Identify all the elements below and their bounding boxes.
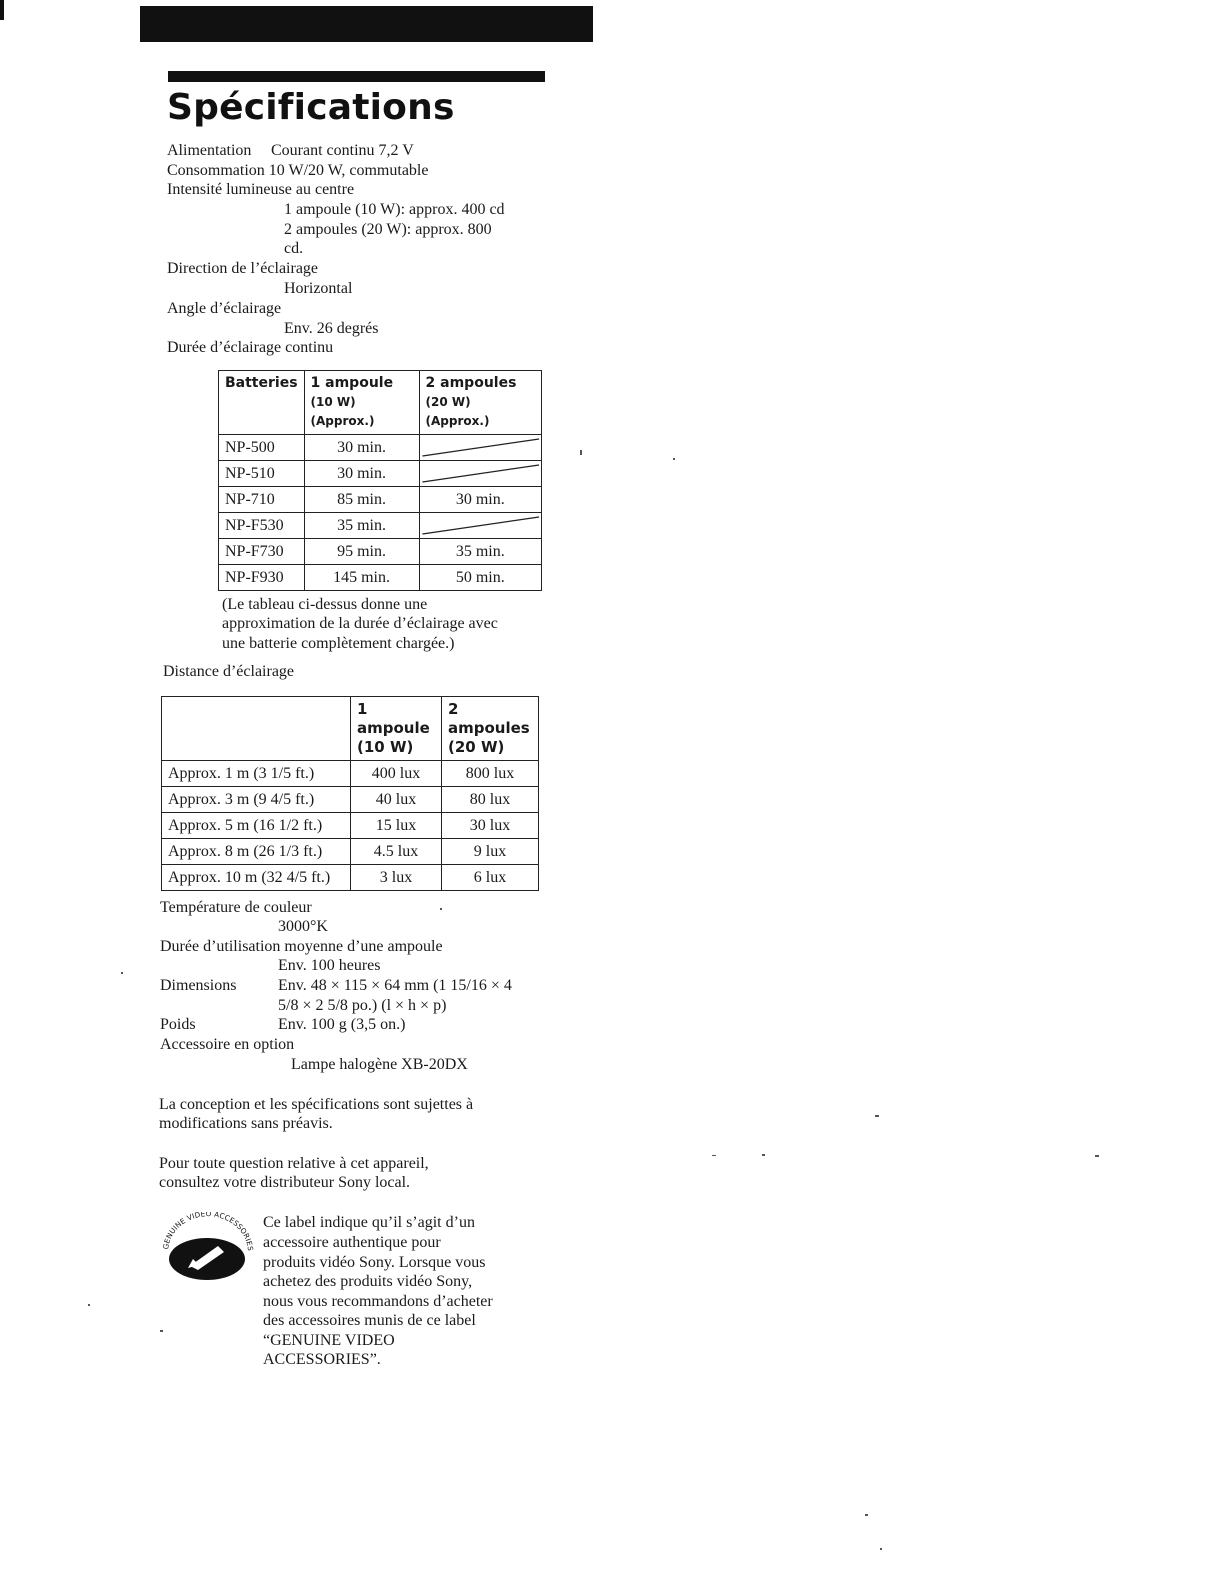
intensite-label: Intensité lumineuse au centre bbox=[167, 181, 355, 198]
battery-table bbox=[218, 370, 542, 591]
header-batteries: Batteries bbox=[219, 371, 305, 435]
header-one-bulb-line1: 1 ampoule bbox=[310, 375, 394, 391]
duree-utilisation-label: Durée d’utilisation moyenne d’une ampoule bbox=[160, 938, 443, 955]
distance-value: Approx. 1 m (3 1/5 ft.) bbox=[162, 761, 351, 787]
scan-speck bbox=[865, 1514, 868, 1516]
distance-value: Approx. 5 m (16 1/2 ft.) bbox=[162, 813, 351, 839]
header-two-bulbs bbox=[442, 697, 539, 761]
header-two-bulbs bbox=[419, 371, 541, 435]
table-row bbox=[219, 539, 542, 565]
one-bulb-duration: 95 min. bbox=[304, 539, 419, 565]
one-bulb-lux: 3 lux bbox=[351, 865, 442, 891]
title-rule bbox=[168, 71, 545, 82]
two-bulbs-lux: 80 lux bbox=[442, 787, 539, 813]
question-line2: consultez votre distributeur Sony local. bbox=[159, 1174, 411, 1191]
one-bulb-duration: 30 min. bbox=[304, 435, 419, 461]
table-row bbox=[162, 865, 539, 891]
duree-label: Durée d’éclairage continu bbox=[167, 339, 334, 356]
two-bulbs-duration: 50 min. bbox=[419, 565, 541, 591]
genuine-video-accessories-icon bbox=[160, 1212, 256, 1282]
label-text-line: ACCESSORIES”. bbox=[263, 1351, 381, 1368]
conception-line2: modifications sans préavis. bbox=[159, 1115, 333, 1132]
one-bulb-duration: 35 min. bbox=[304, 513, 419, 539]
angle-value: Env. 26 degrés bbox=[284, 320, 379, 337]
duree-utilisation-value: Env. 100 heures bbox=[278, 957, 381, 974]
scan-speck bbox=[88, 1304, 90, 1306]
alimentation-value: Courant continu 7,2 V bbox=[271, 142, 414, 159]
table-row bbox=[219, 487, 542, 513]
intensite-line3: cd. bbox=[284, 240, 304, 257]
battery-name: NP-710 bbox=[219, 487, 305, 513]
accessoire-value: Lampe halogène XB-20DX bbox=[291, 1056, 468, 1073]
header-one-bulb-line2: (10 W) bbox=[357, 738, 414, 756]
two-bulbs-lux: 6 lux bbox=[442, 865, 539, 891]
battery-name: NP-500 bbox=[219, 435, 305, 461]
scan-speck bbox=[673, 458, 675, 460]
table-row bbox=[219, 513, 542, 539]
diagonal-slash bbox=[420, 461, 541, 486]
two-bulbs-duration: 35 min. bbox=[419, 539, 541, 565]
header-one-bulb-line2: (10 W) (Approx.) bbox=[310, 395, 375, 428]
alimentation-label: Alimentation bbox=[167, 142, 252, 159]
diagonal-slash bbox=[420, 435, 541, 460]
table-row bbox=[162, 787, 539, 813]
distance-value: Approx. 8 m (26 1/3 ft.) bbox=[162, 839, 351, 865]
header-two-bulbs-line2: (20 W) (Approx.) bbox=[425, 395, 490, 428]
two-bulbs-lux: 30 lux bbox=[442, 813, 539, 839]
two-bulbs-not-applicable bbox=[419, 513, 541, 539]
temperature-label: Température de couleur bbox=[160, 899, 312, 916]
label-text-line: Ce label indique qu’il s’agit d’un bbox=[263, 1214, 475, 1231]
one-bulb-lux: 400 lux bbox=[351, 761, 442, 787]
distance-value: Approx. 10 m (32 4/5 ft.) bbox=[162, 865, 351, 891]
table-note-line3: une batterie complètement chargée.) bbox=[222, 635, 455, 652]
header-one-bulb bbox=[351, 697, 442, 761]
left-margin-mark bbox=[0, 0, 4, 20]
header-two-bulbs-line2: (20 W) bbox=[448, 738, 505, 756]
question-line1: Pour toute question relative à cet appareil, bbox=[159, 1155, 429, 1172]
table-note-line1: (Le tableau ci-dessus donne une bbox=[222, 596, 428, 613]
two-bulbs-not-applicable bbox=[419, 435, 541, 461]
scan-speck bbox=[712, 1155, 716, 1156]
label-text-line: des accessoires munis de ce label bbox=[263, 1312, 476, 1329]
table-note-line2: approximation de la durée d’éclairage avec bbox=[222, 615, 498, 632]
one-bulb-lux: 40 lux bbox=[351, 787, 442, 813]
label-text-line: nous vous recommandons d’acheter bbox=[263, 1293, 493, 1310]
distance-value: Approx. 3 m (9 4/5 ft.) bbox=[162, 787, 351, 813]
header-empty-cell bbox=[162, 697, 351, 761]
dimensions-line2: 5/8 × 2 5/8 po.) (l × h × p) bbox=[278, 997, 447, 1014]
scan-speck bbox=[1095, 1155, 1099, 1157]
battery-table-header bbox=[219, 371, 542, 435]
dimensions-label: Dimensions bbox=[160, 977, 237, 994]
battery-name: NP-F930 bbox=[219, 565, 305, 591]
consommation-text: Consommation 10 W/20 W, commutable bbox=[167, 162, 429, 179]
two-bulbs-duration: 30 min. bbox=[419, 487, 541, 513]
battery-name: NP-510 bbox=[219, 461, 305, 487]
header-two-bulbs-line1: 2 ampoules bbox=[448, 700, 530, 737]
scan-speck bbox=[762, 1154, 765, 1156]
one-bulb-duration: 145 min. bbox=[304, 565, 419, 591]
table-row bbox=[162, 813, 539, 839]
direction-value: Horizontal bbox=[284, 280, 353, 297]
angle-label: Angle d’éclairage bbox=[167, 300, 282, 317]
header-two-bulbs-line1: 2 ampoules bbox=[425, 375, 517, 391]
scan-speck bbox=[580, 450, 582, 455]
dimensions-line1: Env. 48 × 115 × 64 mm (1 15/16 × 4 bbox=[278, 977, 512, 994]
distance-table-header bbox=[162, 697, 539, 761]
two-bulbs-lux: 9 lux bbox=[442, 839, 539, 865]
scan-speck bbox=[880, 1548, 882, 1550]
svg-text:GENUINE VIDEO ACCESSORIES: GENUINE VIDEO ACCESSORIES bbox=[161, 1212, 256, 1252]
one-bulb-lux: 15 lux bbox=[351, 813, 442, 839]
page-title: Spécifications bbox=[167, 87, 455, 128]
distance-label: Distance d’éclairage bbox=[163, 663, 295, 680]
two-bulbs-not-applicable bbox=[419, 461, 541, 487]
label-text-line: accessoire authentique pour bbox=[263, 1234, 441, 1251]
table-row bbox=[219, 435, 542, 461]
one-bulb-lux: 4.5 lux bbox=[351, 839, 442, 865]
table-row bbox=[219, 565, 542, 591]
scan-speck bbox=[440, 908, 442, 910]
intensite-line1: 1 ampoule (10 W): approx. 400 cd bbox=[284, 201, 505, 218]
table-row bbox=[162, 761, 539, 787]
poids-label: Poids bbox=[160, 1016, 196, 1033]
diagonal-slash bbox=[420, 513, 541, 538]
temperature-value: 3000°K bbox=[278, 918, 328, 935]
distance-table bbox=[161, 696, 539, 891]
battery-name: NP-F730 bbox=[219, 539, 305, 565]
genuine-video-accessories-logo bbox=[160, 1212, 256, 1282]
label-text-line: produits vidéo Sony. Lorsque vous bbox=[263, 1254, 486, 1271]
header-one-bulb bbox=[304, 371, 419, 435]
scan-speck bbox=[160, 1330, 163, 1332]
table-row bbox=[162, 839, 539, 865]
two-bulbs-lux: 800 lux bbox=[442, 761, 539, 787]
one-bulb-duration: 30 min. bbox=[304, 461, 419, 487]
poids-value: Env. 100 g (3,5 on.) bbox=[278, 1016, 406, 1033]
header-bar bbox=[140, 6, 593, 42]
one-bulb-duration: 85 min. bbox=[304, 487, 419, 513]
scan-speck bbox=[875, 1115, 879, 1117]
label-text-line: achetez des produits vidéo Sony, bbox=[263, 1273, 473, 1290]
intensite-line2: 2 ampoules (20 W): approx. 800 bbox=[284, 221, 492, 238]
conception-line1: La conception et les spécifications sont sujettes à bbox=[159, 1096, 474, 1113]
direction-label: Direction de l’éclairage bbox=[167, 260, 319, 277]
battery-name: NP-F530 bbox=[219, 513, 305, 539]
label-text-line: “GENUINE VIDEO bbox=[263, 1332, 395, 1349]
scan-speck bbox=[121, 972, 123, 974]
table-row bbox=[219, 461, 542, 487]
accessoire-label: Accessoire en option bbox=[160, 1036, 295, 1053]
header-one-bulb-line1: 1 ampoule bbox=[357, 700, 430, 737]
